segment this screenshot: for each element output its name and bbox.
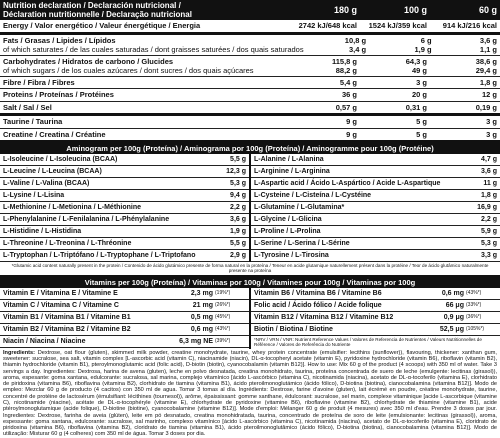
vitamin-row: [251, 300, 500, 312]
aminogram-row: [251, 214, 500, 226]
vitamin-value: 0,5 mg: [190, 313, 213, 321]
vitamins-table: [0, 288, 500, 349]
vitamin-label: Folic acid / Ácido fólico / Acide folique: [254, 301, 382, 309]
value-60g: 0,19 g: [475, 102, 497, 112]
aminogram-row: [251, 190, 500, 202]
aminogram-right-column: [249, 154, 500, 262]
amino-acid-value: 4,7 g: [481, 156, 497, 163]
vitamin-nrv-percent: (19%*): [215, 289, 231, 296]
aminogram-row: [251, 238, 500, 250]
carbs-180g: 115,8 g: [331, 56, 357, 66]
ingredients-text: [0, 349, 500, 438]
vitamin-label: Vitamin B1 / Vitamina B1 / Vitamine B1: [3, 313, 131, 321]
header-title-line1: Nutrition declaration / Declaración nutricional /: [3, 1, 181, 10]
aminogram-row: [0, 166, 249, 178]
sugars-label: of which sugars / de los cuales azúcares / dont sucres / dos quais açúcares: [3, 65, 254, 75]
vitamin-row: [251, 288, 500, 300]
amino-acid-label: L-Glutamine / L-Glutamina*: [254, 204, 345, 211]
row-salt: [0, 102, 500, 117]
aminogram-row: [251, 250, 500, 262]
vitamin-label: Vitamin E / Vitamina E / Vitamine E: [3, 289, 118, 297]
value-60g: [430, 57, 500, 75]
vitamin-value: 0,9 μg: [443, 313, 464, 321]
carbs-100g: 64,3 g: [405, 56, 427, 66]
sugars-100g: 49 g: [411, 65, 427, 75]
fats-60g: 3,6 g: [479, 35, 497, 45]
saturates-180g: 3,4 g: [348, 44, 367, 54]
amino-acid-value: 2,9 g: [230, 252, 246, 259]
sugars-180g: 88,2 g: [335, 65, 357, 75]
aminogram-title: Aminogram per 100g (Proteína) / Aminograma por 100g (Proteína) / Aminogramme pour 100g (Protéine): [0, 143, 500, 154]
saturates-60g: 1,1 g: [479, 44, 497, 54]
aminogram-footnote: *Glutamic acid content naturally present in the protein / Contenido de ácido glutámico presente de forma natural en la proteína / Teneur en acide glutamique naturellement présent dans la protéine / Teor de ácido glutâmico naturalmente presente na proteína: [0, 262, 500, 277]
vitamin-nrv-percent: (26%*): [215, 301, 231, 308]
amino-acid-label: L-Cysteine / L-Cisteína / L-Cystéine: [254, 192, 372, 199]
aminogram-row: [251, 178, 500, 190]
amino-acid-value: 5,5 g: [230, 156, 246, 163]
aminogram-left-column: [0, 154, 249, 262]
label: Proteins / Proteínas / Protéines: [3, 90, 114, 100]
value-100g: 5 g: [416, 129, 427, 139]
value-60g: 3 g: [486, 129, 497, 139]
aminogram-row: [0, 178, 249, 190]
aminogram-row: [251, 226, 500, 238]
sugars-60g: 29,4 g: [475, 65, 497, 75]
vitamin-value: 0,6 mg: [441, 289, 464, 297]
amino-acid-label: L-Isoleucine / L-Isoleucina (BCAA): [3, 156, 118, 163]
vitamin-row: [0, 288, 249, 300]
nutrition-table: [0, 20, 500, 143]
vitamin-nrv-percent: (36%*): [466, 313, 482, 320]
amino-acid-value: 12,3 g: [226, 168, 246, 175]
aminogram-row: [0, 190, 249, 202]
aminogram-row: [251, 154, 500, 166]
saturates-label: of which saturates / de las cuales saturadas / dont graisses saturées / dos quais saturados: [3, 44, 304, 54]
label: Salt / Sal / Sel: [3, 102, 52, 112]
amino-acid-label: L-Leucine / L-Leucina (BCAA): [3, 168, 102, 175]
header-col-100g: 100 g: [403, 5, 427, 15]
value-180g: [304, 36, 369, 54]
amino-acid-value: 3,6 g: [481, 168, 497, 175]
value-180g: 0,57 g: [335, 102, 357, 112]
vitamin-label: Biotin / Biotina / Biotine: [254, 325, 333, 333]
aminogram-row: [0, 238, 249, 250]
vitamin-nrv-percent: (105%*): [466, 325, 485, 332]
value-60g: 1,8 g: [479, 77, 497, 87]
vitamin-value: 0,6 mg: [190, 325, 213, 333]
aminogram-row: [0, 202, 249, 214]
vitamin-row: [0, 300, 249, 312]
carbs-60g: 38,6 g: [475, 56, 497, 66]
amino-acid-label: L-Glycine / L-Glicina: [254, 216, 322, 223]
vitamin-nrv-percent: (43%*): [215, 325, 231, 332]
label: Fibre / Fibra / Fibres: [3, 77, 75, 87]
vitamin-label: Vitamin B6 / Vitamina B6 / Vitamine B6: [254, 289, 382, 297]
label: Creatine / Creatina / Créatine: [3, 129, 106, 139]
label: [0, 36, 304, 54]
value-100g: 20 g: [411, 90, 427, 100]
aminogram-row: [251, 166, 500, 178]
aminogram-row: [0, 250, 249, 262]
amino-acid-label: L-Threonine / L-Treonina / L-Thréonine: [3, 240, 132, 247]
amino-acid-label: L-Arginine / L-Arginina: [254, 168, 330, 175]
header-col-180g: 180 g: [333, 5, 357, 15]
value-180g: 9 g: [346, 129, 357, 139]
row-carbohydrates: [0, 56, 500, 77]
value-100g: 3 g: [416, 77, 427, 87]
vitamin-nrv-percent: (43%*): [466, 289, 482, 296]
amino-acid-value: 1,8 g: [481, 192, 497, 199]
label: Energy / Valor energético / Valeur énergétique / Energia: [3, 21, 201, 31]
value-100g: 5 g: [416, 117, 427, 127]
row-creatine: [0, 129, 500, 144]
saturates-100g: 1,9 g: [414, 44, 432, 54]
value-100g: 0,31 g: [405, 102, 427, 112]
value-180g: [290, 57, 360, 75]
vitamin-value: 52,5 μg: [439, 325, 464, 333]
vitamins-left-column: [0, 288, 249, 349]
amino-acid-label: L-Methionine / L-Metionina / L-Méthionine: [3, 204, 142, 211]
vitamin-label: Niacin / Niacina / Niacine: [3, 337, 86, 345]
value-60g: 914 kJ/216 kcal: [442, 21, 497, 31]
header-col-60g: 60 g: [478, 5, 497, 15]
label: [0, 57, 290, 75]
row-fibre: [0, 77, 500, 90]
vitamin-label: Vitamin C / Vitamina C / Vitamine C: [3, 301, 119, 309]
amino-acid-label: L-Alanine / L-Alanina: [254, 156, 324, 163]
amino-acid-value: 5,9 g: [481, 228, 497, 235]
amino-acid-label: L-Valine / L-Valina (BCAA): [3, 180, 90, 187]
value-100g: 1524 kJ/359 kcal: [368, 21, 427, 31]
amino-acid-label: L-Aspartic acid / Ácido L-Aspártico / Acide L-Aspartique: [254, 180, 441, 187]
aminogram-table: [0, 154, 500, 262]
amino-acid-label: L-Histidine / L-Histidina: [3, 228, 82, 235]
amino-acid-label: L-Proline / L-Prolina: [254, 228, 321, 235]
vitamin-row: [251, 312, 500, 324]
value-180g: 36 g: [341, 90, 357, 100]
vitamin-value: 2,3 mg: [190, 289, 213, 297]
value-60g: 12 g: [481, 90, 497, 100]
vitamin-row: [0, 324, 249, 336]
amino-acid-value: 16,9 g: [477, 204, 497, 211]
amino-acid-value: 2,2 g: [230, 204, 246, 211]
row-proteins: [0, 89, 500, 102]
amino-acid-label: L-Tyrosine / L-Tirosina: [254, 252, 329, 259]
aminogram-row: [0, 214, 249, 226]
header-title: [0, 1, 290, 19]
vitamin-row: [251, 324, 500, 336]
vitamin-value: 66 μg: [445, 301, 464, 309]
fats-100g: 6 g: [420, 35, 432, 45]
amino-acid-label: L-Serine / L-Serina / L-Sérine: [254, 240, 350, 247]
vitamin-nrv-percent: (33%*): [466, 301, 482, 308]
vitamin-row: [0, 336, 249, 348]
ingredients-heading: Ingredients:: [3, 349, 36, 356]
vitamins-footnote: *NRV / VRN / VNR: Nutrient Reference Values / Valores de Referencia de Nutrientes / Valeurs Nutritionnelles de Référence / Valores de Referência do Nutriente: [254, 336, 482, 348]
vitamin-nrv-percent: (45%*): [215, 313, 231, 320]
amino-acid-value: 3,3 g: [481, 252, 497, 259]
header-title-line2: Déclaration nutritionnelle / Declaração nutricional: [3, 10, 192, 19]
vitamin-nrv-percent: (39%*): [215, 337, 231, 344]
value-180g: 2742 kJ/648 kcal: [298, 21, 357, 31]
vitamins-right-column: [249, 288, 500, 349]
value-100g: [369, 36, 434, 54]
nutrition-header: [0, 0, 500, 20]
vitamin-label: Vitamin B2 / Vitamina B2 / Vitamine B2: [3, 325, 131, 333]
ingredients-body: Dextrose, oat flour (gluten), skimmed milk powder, creatine monohydrate, taurine, whey protein concentrate (emulsifier: lecithins (sunflower)), flavouring, thickener: xanthan gum, sweetener: sucralose, sea salt, vitamin complex [L-ascorbic acid (vitamin C), niacinamide (niacin), DL-α-tocopheryl acetate (vitamin E), pyridoxine hydrochloride (vitamin B6), riboflavin (vitamin B2), thiamin hydrochloride (vitamin B1), pteroylmonoglutamic acid (folic acid), D-biotin (biotin), cyanocobalamin (vitamin B12)]. How to use: Mix 60 g of the product (4 scoops) with 350 ml of water. Take 3 servings a day. Ingredientes: Dextrosa, harina de avena (gluten), leche en polvo desnatada, creatina monohidrato, taurina, proteína concentrada de suero de leche (emulgente: lecitinas (girasol)), aroma, espesante: goma xantana, edulcorante: sucralosa, sal marina, complejo vitamínico [ácido L-ascórbico (vitamina C), nicotinamida (niacina), acetato de DL-α-tocoferilo (vitamina E), clorhidrato de piridoxina (vitamina B6), riboflavina (vitamina B2), clorhidrato de tiamina (vitamina B1), ácido pteroilmonoglutámico (ácido fólico), D-biotina (biotina), cianocobalamina (vitamina B12)]. Modo de empleo: Mezclar 60 g de producto (4 cacitos) con 350 ml de agua. Tomar 3 tomas al día. Ingrédients: Dextrose, farine d'avoine (gluten), lait écrémé en poudre, créatine monohydrate, taurine, concentré de protéine de lactosérum (émulsifiant: lécithines (tournesol)), arôme, épaississant: gomme xanthane, édulcorant: sucralose, sel marin, complexe vitaminique [acide L-ascorbique (vitamine C), nicotinamide (niacine), acétate de DL-α-tocophéryle (vitamine E), chlorhydrate de pyridoxine (vitamine B6), riboflavine (vitamine B2), chlorhydrate de thiamine (vitamine B1), acide ptéroylmonoglutamique (acide folique), D-biotine (biotine), cyanocobalamine (vitamine B12)]. Mode d'emploi: Mélanger 60 g de produit (4 mesures) avec 350 ml d'eau. Prendre 3 doses par jour. Ingredientes: Dextrose, farinha de aveia (glúten), leite em pó desnatado, creatina monohidratada, taurina, concentrado de proteína de soro de leite (emulsionante: lecitinas (girassol)), aroma, espessante: goma xantana, edulcorante: sucralose, sal marinho, complexo vitamínico [ácido L-ascórbico (vitamina C), nicotinamida (niacina), acetato de DL-α-tocoferilo (vitamina E), cloridrato de piridoxina (vitamina B6), riboflavina (vitamina B2), cloridrato de tiamina (vitamina B1), ácido pteroilmonoglutâmico (ácido fólico), D-biotina (biotina), cianocobalamina (vitamina B12)]. Modo de utilização: Misturar 60 g (4 colheres) com 350 ml de água. Tomar 3 doses por dia.: [3, 349, 497, 438]
row-taurine: [0, 116, 500, 129]
label: Taurine / Taurina: [3, 117, 63, 127]
row-fats: [0, 35, 500, 56]
amino-acid-label: L-Lysine / L-Lisina: [3, 192, 65, 199]
aminogram-row: [0, 154, 249, 166]
amino-acid-value: 5,3 g: [230, 180, 246, 187]
amino-acid-value: 9,4 g: [230, 192, 246, 199]
amino-acid-value: 1,9 g: [230, 228, 246, 235]
amino-acid-label: L-Phenylalanine / L-Fenilalanina / L-Phénylalanine: [3, 216, 170, 223]
value-60g: [435, 36, 500, 54]
vitamin-row: [0, 312, 249, 324]
row-energy: [0, 20, 500, 35]
amino-acid-value: 11 g: [483, 180, 497, 187]
vitamin-label: Vitamin B12 / Vitamina B12 / Vitamine B12: [254, 313, 394, 321]
vitamins-title: Vitamins per 100g (Proteína) / Vitaminas por 100g / Vitamines pour 100g / Vitaminas por 100g: [0, 277, 500, 288]
amino-acid-value: 5,3 g: [481, 240, 497, 247]
aminogram-row: [0, 226, 249, 238]
amino-acid-value: 5,5 g: [230, 240, 246, 247]
value-180g: 5,4 g: [339, 77, 357, 87]
value-60g: 3 g: [486, 117, 497, 127]
aminogram-row: [251, 202, 500, 214]
vitamin-value: 6,3 mg NE: [179, 337, 213, 345]
amino-acid-label: L-Tryptophan / L-Triptófano / L-Tryptophane / L-Triptofano: [3, 252, 196, 259]
vitamin-value: 21 mg: [192, 301, 213, 309]
fats-label: Fats / Grasas / Lipides / Lípidos: [3, 35, 116, 45]
amino-acid-value: 3,6 g: [230, 216, 246, 223]
value-100g: [360, 57, 430, 75]
fats-180g: 10,8 g: [344, 35, 367, 45]
value-180g: 9 g: [346, 117, 357, 127]
carbs-label: Carbohydrates / Hidratos de carbono / Glucides: [3, 56, 174, 66]
amino-acid-value: 2,2 g: [481, 216, 497, 223]
